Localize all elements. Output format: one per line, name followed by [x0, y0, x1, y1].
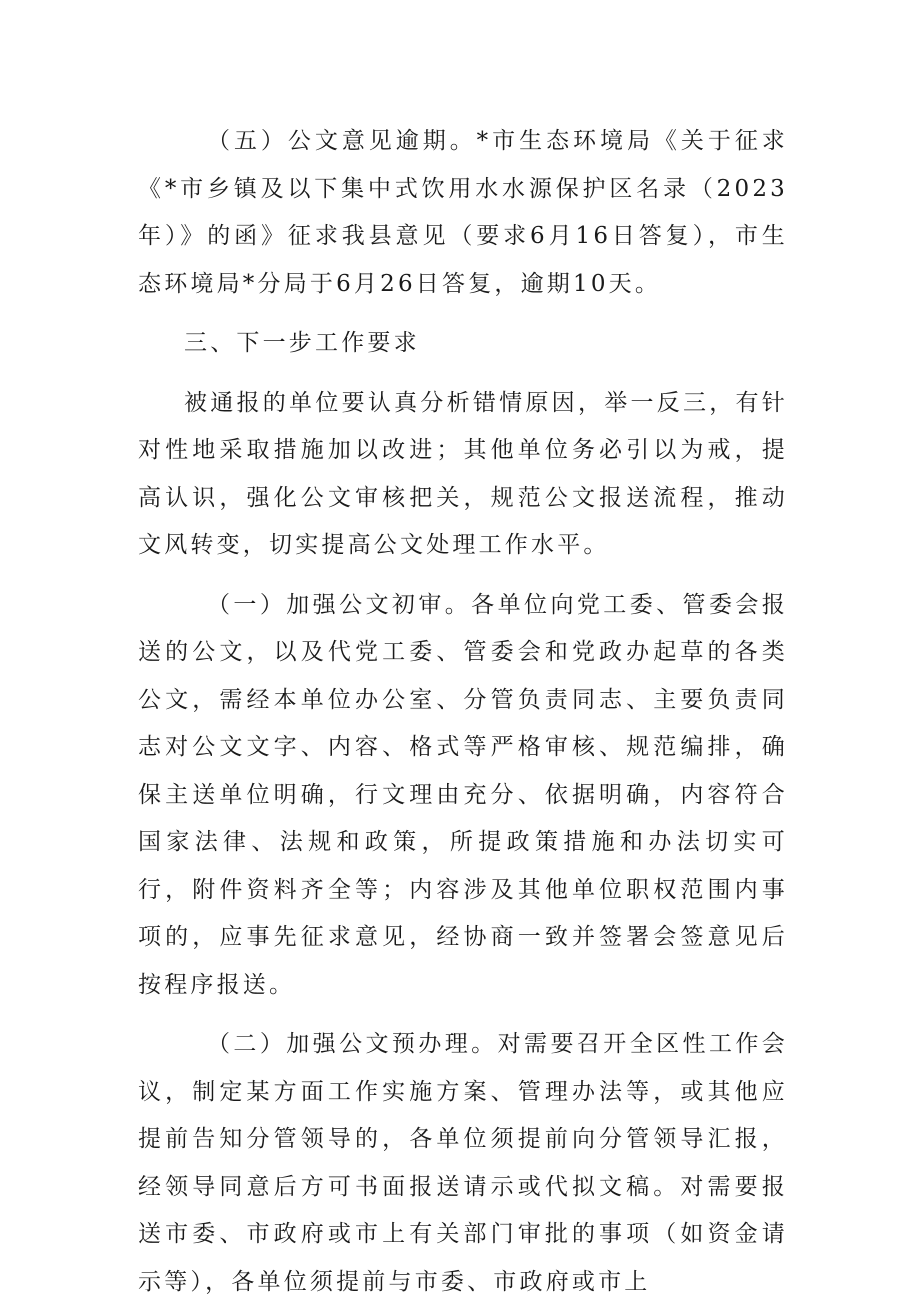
paragraph-spacer: [138, 570, 788, 582]
paragraph-spacer: [138, 308, 788, 320]
paragraph-spacer: [138, 1009, 788, 1021]
paragraph-initial-review: （一）加强公文初审。各单位向党工委、管委会报送的公文，以及代党工委、管委会和党政办起草的各类公文，需经本单位办公室、分管负责同志、主要负责同志对公文文字、内容、格式等严格审核、规范编排，确保主送单位明确，行文理由充分、依据明确，内容符合国家法律、法规和政策，所提政策措施和办法切实可行，附件资料齐全等；内容涉及其他单位职权范围内事项的，应事先征求意见，经协商一致并签署会签意见后按程序报送。: [138, 591, 788, 998]
paragraph-pre-handling: （二）加强公文预办理。对需要召开全区性工作会议，制定某方面工作实施方案、管理办法等，或其他应提前告知分管领导的，各单位须提前向分管领导汇报，经领导同意后方可书面报送请示或代拟文稿。对需要报送市委、市政府或市上有关部门审批的事项（如资金请示等），各单位须提前与市委、市政府或市上: [138, 1031, 788, 1295]
paragraph-spacer: [138, 368, 788, 380]
paragraph-overdue-opinion: （五）公文意见逾期。*市生态环境局《关于征求《*市乡镇及以下集中式饮用水水源保护区名录（2023年）》的函》征求我县意见（要求6月16日答复），市生态环境局*分局于6月26日答复，逾期10天。: [138, 128, 788, 297]
document-body: [138, 118, 788, 1306]
paragraph-requirements: 被通报的单位要认真分析错情原因，举一反三，有针对性地采取措施加以改进；其他单位务必引以为戒，提高认识，强化公文审核把关，规范公文报送流程，推动文风转变，切实提高公文处理工作水平。: [138, 389, 788, 558]
section-heading-next-steps: 三、下一步工作要求: [184, 330, 420, 356]
